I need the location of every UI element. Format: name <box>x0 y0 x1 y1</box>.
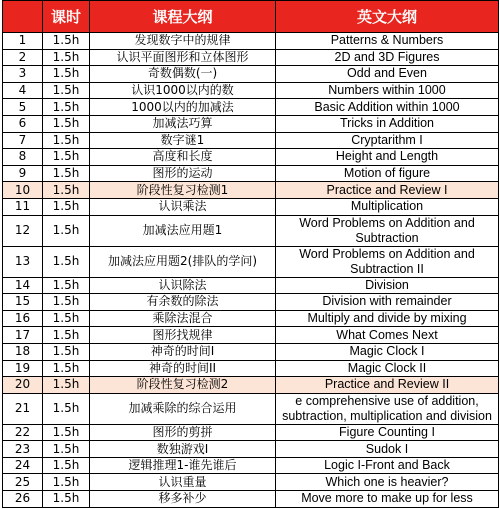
table-row <box>3 198 499 215</box>
row-number: 22 <box>3 424 43 441</box>
row-chinese-topic: 图形找规律 <box>90 327 276 344</box>
row-number: 3 <box>3 66 43 83</box>
row-hours: 1.5h <box>43 343 90 360</box>
row-number: 15 <box>3 294 43 311</box>
row-chinese-topic: 数独游戏I <box>90 441 276 458</box>
row-chinese-topic: 认识乘法 <box>90 198 276 215</box>
table-row <box>3 343 499 360</box>
row-hours: 1.5h <box>43 327 90 344</box>
row-number: 26 <box>3 491 43 508</box>
row-number: 12 <box>3 215 43 246</box>
table-row <box>3 441 499 458</box>
header-row <box>3 1 499 33</box>
table-row <box>3 149 499 166</box>
row-english-topic: Sudok I <box>276 441 499 458</box>
row-chinese-topic: 发现数字中的规律 <box>90 33 276 50</box>
row-chinese-topic: 图形的运动 <box>90 165 276 182</box>
row-number: 2 <box>3 49 43 66</box>
row-english-topic: Move more to make up for less <box>276 491 499 508</box>
table-row <box>3 165 499 182</box>
row-hours: 1.5h <box>43 66 90 83</box>
row-number: 9 <box>3 165 43 182</box>
table-row <box>3 277 499 294</box>
row-hours: 1.5h <box>43 115 90 132</box>
row-number: 5 <box>3 99 43 116</box>
row-number: 4 <box>3 82 43 99</box>
row-hours: 1.5h <box>43 457 90 474</box>
row-number: 7 <box>3 132 43 149</box>
row-chinese-topic: 移多补少 <box>90 491 276 508</box>
row-chinese-topic: 图形的剪拼 <box>90 424 276 441</box>
table-row <box>3 82 499 99</box>
row-chinese-topic: 乘除法混合 <box>90 310 276 327</box>
table-row <box>3 49 499 66</box>
row-hours: 1.5h <box>43 198 90 215</box>
row-hours: 1.5h <box>43 377 90 394</box>
row-hours: 1.5h <box>43 49 90 66</box>
table-row <box>3 424 499 441</box>
row-hours: 1.5h <box>43 165 90 182</box>
table-row <box>3 132 499 149</box>
row-chinese-topic: 加减法应用题2(排队的学问) <box>90 246 276 277</box>
table-row <box>3 99 499 116</box>
row-english-topic: Numbers within 1000 <box>276 82 499 99</box>
row-english-topic: Odd and Even <box>276 66 499 83</box>
header-chinese-syllabus: 课程大纲 <box>90 1 276 33</box>
row-number: 1 <box>3 33 43 50</box>
table-row <box>3 393 499 424</box>
row-number: 20 <box>3 377 43 394</box>
row-chinese-topic: 认识除法 <box>90 277 276 294</box>
row-number: 8 <box>3 149 43 166</box>
table-row <box>3 246 499 277</box>
row-hours: 1.5h <box>43 132 90 149</box>
row-chinese-topic: 神奇的时间II <box>90 360 276 377</box>
row-number: 24 <box>3 457 43 474</box>
row-english-topic: Logic I-Front and Back <box>276 457 499 474</box>
row-hours: 1.5h <box>43 441 90 458</box>
row-english-topic: Practice and Review II <box>276 377 499 394</box>
header-english-syllabus: 英文大纲 <box>276 1 499 33</box>
row-number: 14 <box>3 277 43 294</box>
row-hours: 1.5h <box>43 360 90 377</box>
row-number: 13 <box>3 246 43 277</box>
table-row <box>3 474 499 491</box>
row-chinese-topic: 1000以内的加减法 <box>90 99 276 116</box>
table-row <box>3 327 499 344</box>
table-row <box>3 215 499 246</box>
row-hours: 1.5h <box>43 182 90 199</box>
row-hours: 1.5h <box>43 149 90 166</box>
row-english-topic: e comprehensive use of addition, subtraction, multiplication and division <box>276 393 499 424</box>
row-chinese-topic: 认识重量 <box>90 474 276 491</box>
table-row <box>3 33 499 50</box>
syllabus-table <box>2 0 499 508</box>
row-number: 16 <box>3 310 43 327</box>
table-row <box>3 115 499 132</box>
row-hours: 1.5h <box>43 215 90 246</box>
row-english-topic: 2D and 3D Figures <box>276 49 499 66</box>
table-row <box>3 66 499 83</box>
row-hours: 1.5h <box>43 277 90 294</box>
row-english-topic: Division with remainder <box>276 294 499 311</box>
table-row <box>3 360 499 377</box>
row-hours: 1.5h <box>43 82 90 99</box>
row-number: 17 <box>3 327 43 344</box>
row-chinese-topic: 认识1000以内的数 <box>90 82 276 99</box>
row-chinese-topic: 有余数的除法 <box>90 294 276 311</box>
row-english-topic: Motion of figure <box>276 165 499 182</box>
row-number: 18 <box>3 343 43 360</box>
row-chinese-topic: 奇数偶数(一) <box>90 66 276 83</box>
row-number: 23 <box>3 441 43 458</box>
row-english-topic: Figure Counting I <box>276 424 499 441</box>
row-chinese-topic: 逻辑推理1-谁先谁后 <box>90 457 276 474</box>
row-hours: 1.5h <box>43 294 90 311</box>
table-row <box>3 491 499 508</box>
row-hours: 1.5h <box>43 474 90 491</box>
row-chinese-topic: 认识平面图形和立体图形 <box>90 49 276 66</box>
row-number: 10 <box>3 182 43 199</box>
table-row <box>3 310 499 327</box>
row-english-topic: Patterns & Numbers <box>276 33 499 50</box>
row-hours: 1.5h <box>43 33 90 50</box>
row-hours: 1.5h <box>43 99 90 116</box>
row-hours: 1.5h <box>43 310 90 327</box>
header-hours: 课时 <box>43 1 90 33</box>
row-hours: 1.5h <box>43 424 90 441</box>
row-english-topic: Magic Clock I <box>276 343 499 360</box>
row-english-topic: Magic Clock II <box>276 360 499 377</box>
row-chinese-topic: 高度和长度 <box>90 149 276 166</box>
table-row <box>3 182 499 199</box>
row-chinese-topic: 神奇的时间I <box>90 343 276 360</box>
table-row <box>3 294 499 311</box>
row-english-topic: Word Problems on Addition and Subtraction II <box>276 246 499 277</box>
row-chinese-topic: 数字谜1 <box>90 132 276 149</box>
row-english-topic: Height and Length <box>276 149 499 166</box>
table-row <box>3 377 499 394</box>
row-number: 6 <box>3 115 43 132</box>
row-english-topic: Multiplication <box>276 198 499 215</box>
row-chinese-topic: 阶段性复习检测1 <box>90 182 276 199</box>
row-english-topic: Basic Addition within 1000 <box>276 99 499 116</box>
row-chinese-topic: 加减乘除的综合运用 <box>90 393 276 424</box>
row-hours: 1.5h <box>43 246 90 277</box>
row-english-topic: Cryptarithm I <box>276 132 499 149</box>
row-english-topic: Tricks in Addition <box>276 115 499 132</box>
row-number: 19 <box>3 360 43 377</box>
row-hours: 1.5h <box>43 491 90 508</box>
row-hours: 1.5h <box>43 393 90 424</box>
row-english-topic: Word Problems on Addition and Subtraction <box>276 215 499 246</box>
row-english-topic: Practice and Review I <box>276 182 499 199</box>
row-chinese-topic: 加减法应用题1 <box>90 215 276 246</box>
row-number: 11 <box>3 198 43 215</box>
row-english-topic: Which one is heavier? <box>276 474 499 491</box>
row-chinese-topic: 加减法巧算 <box>90 115 276 132</box>
table-row <box>3 457 499 474</box>
row-english-topic: What Comes Next <box>276 327 499 344</box>
row-chinese-topic: 阶段性复习检测2 <box>90 377 276 394</box>
row-english-topic: Multiply and divide by mixing <box>276 310 499 327</box>
header-number <box>3 1 43 33</box>
row-english-topic: Division <box>276 277 499 294</box>
row-number: 21 <box>3 393 43 424</box>
row-number: 25 <box>3 474 43 491</box>
